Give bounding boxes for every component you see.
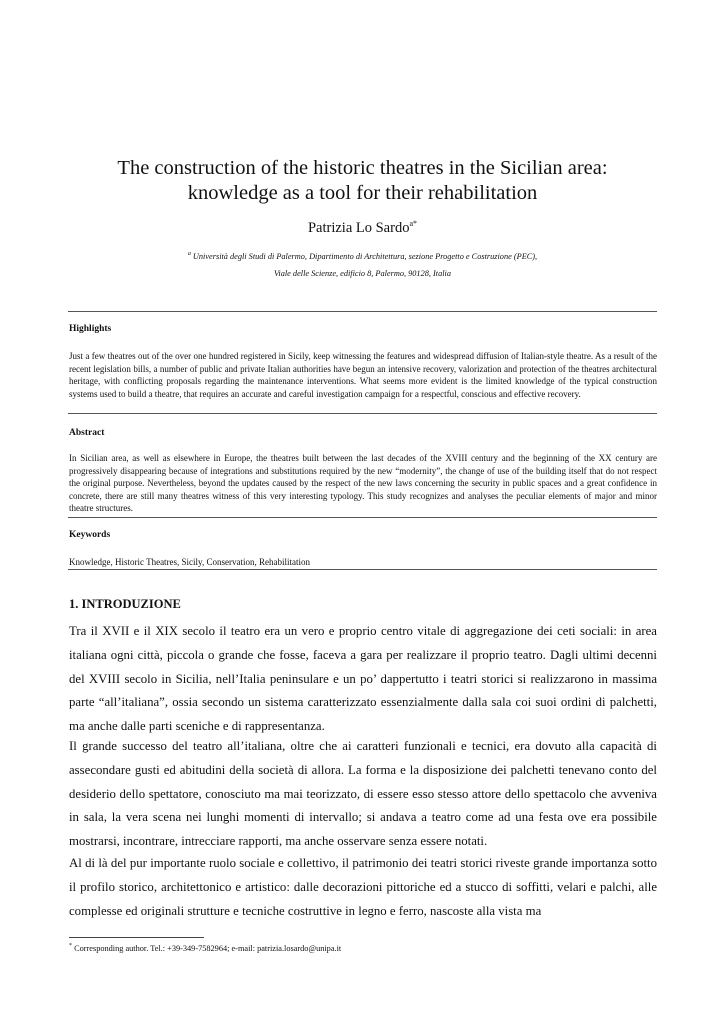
keywords-heading: Keywords: [69, 530, 111, 540]
footnote-text: Corresponding author. Tel.: +39-349-7582964; e-mail: patrizia.losardo@unipa.it: [74, 943, 342, 953]
footnote-marker: *: [69, 943, 72, 949]
author-name: [60, 219, 665, 237]
affiliation-line-2: Viale delle Scienze, edificio 8, Palermo, 90128, Italia: [273, 269, 452, 278]
keywords-bottom-rule: [68, 569, 657, 570]
author-superscript: a*: [409, 219, 418, 228]
body-paragraph-3: Al di là del pur importante ruolo sociale e collettivo, il patrimonio dei teatri storici riveste grande importanza sotto il profilo storico, architettonico e artistico: dalle decorazioni pittoriche ed a stucco di soffitti, velari e palchi, alle complesse ed originali strutture e tecniche costruttive in legno e ferro, nascoste alla vista ma: [69, 856, 657, 918]
highlights-heading: Highlights: [69, 324, 112, 334]
keywords-text: Knowledge, Historic Theatres, Sicily, Conservation, Rehabilitation: [69, 557, 310, 567]
paper-title: [60, 156, 665, 206]
title-line-1: The construction of the historic theatres in the Sicilian area:: [117, 157, 608, 179]
author-text: Patrizia Lo Sardo: [307, 219, 410, 236]
abstract-text: In Sicilian area, as well as elsewhere in Europe, the theatres built between the last decades of the XVIII century and the beginning of the XX century are progressively disappearing because of integrations and substitutions required by the new “modernity”, the change of use of the building itself that do not respect the original purpose. Nevertheless, beyond the updates caused by the respect of the new laws concerning the security in public spaces and a great confidence in concrete, there are still many theatres witness of this very interesting typology. This study recognizes and analyses the peculiar elements of major and minor theatre structures.: [69, 453, 657, 514]
footnote: [69, 943, 341, 953]
title-line-2: knowledge as a tool for their rehabilitation: [187, 182, 538, 204]
body-paragraph-1: Tra il XVII e il XIX secolo il teatro era un vero e proprio centro vitale di aggregazione dei ceti sociali: in area italiana ogni città, piccola o grande che fosse, faceva a gara per realizzare il proprio teatro. Dagli ultimi decenni del XVIII secolo in Sicilia, nell’Italia peninsulare e un po’ dappertutto i teatri storici si realizzarono in massima parte “all’italiana”, ossia secondo un sistema caratterizzato essenzialmente dalla sala coi suoi ordini di palchetti, ma anche dalle parti sceniche e di rappresentanza.: [69, 624, 657, 733]
affiliation-text-1: Università degli Studi di Palermo, Dipartimento di Architettura, sezione Progetto e Costruzione (PEC),: [192, 251, 538, 261]
affiliation-line-1: [60, 251, 665, 261]
highlights-top-rule: [68, 311, 657, 312]
highlights-text: Just a few theatres out of the over one hundred registered in Sicily, keep witnessing the features and widespread diffusion of Italian-style theatre. As a result of the recent legislation bills, a number of public and private Italian authorities have begun an intensive recovery, valorization and protection of the theatres architectural heritage, with conflicting proposals regarding the maintenance interventions. What seems more evident is the limited knowledge of the typical construction systems used to build a theatre, that requires an accurate and careful investigation campaign for a respectful, conscious and effective recovery.: [69, 351, 657, 399]
footnote-rule: [69, 937, 204, 938]
highlights-bottom-rule: [68, 413, 657, 414]
abstract-heading: Abstract: [69, 428, 105, 438]
body-paragraph-2: Il grande successo del teatro all’italiana, oltre che ai caratteri funzionali e tecnici, era dovuto alla capacità di assecondare gusti ed abitudini della società di allora. La forma e la disposizione dei palchetti tenevano conto del desiderio dello spettatore, conosciuto ma mai teorizzato, di essere esso stesso attore dello spettacolo che avveniva in sala, la vera scena nei lunghi momenti di intervallo; si andava a teatro come ad una festa ove era possibile mostrarsi, incontrare, intrecciare rapporti, ma anche osservare senza essere notati.: [69, 739, 657, 848]
section-heading: 1. INTRODUZIONE: [69, 597, 181, 611]
abstract-bottom-rule: [68, 517, 657, 518]
affiliation-superscript: a: [187, 251, 191, 257]
